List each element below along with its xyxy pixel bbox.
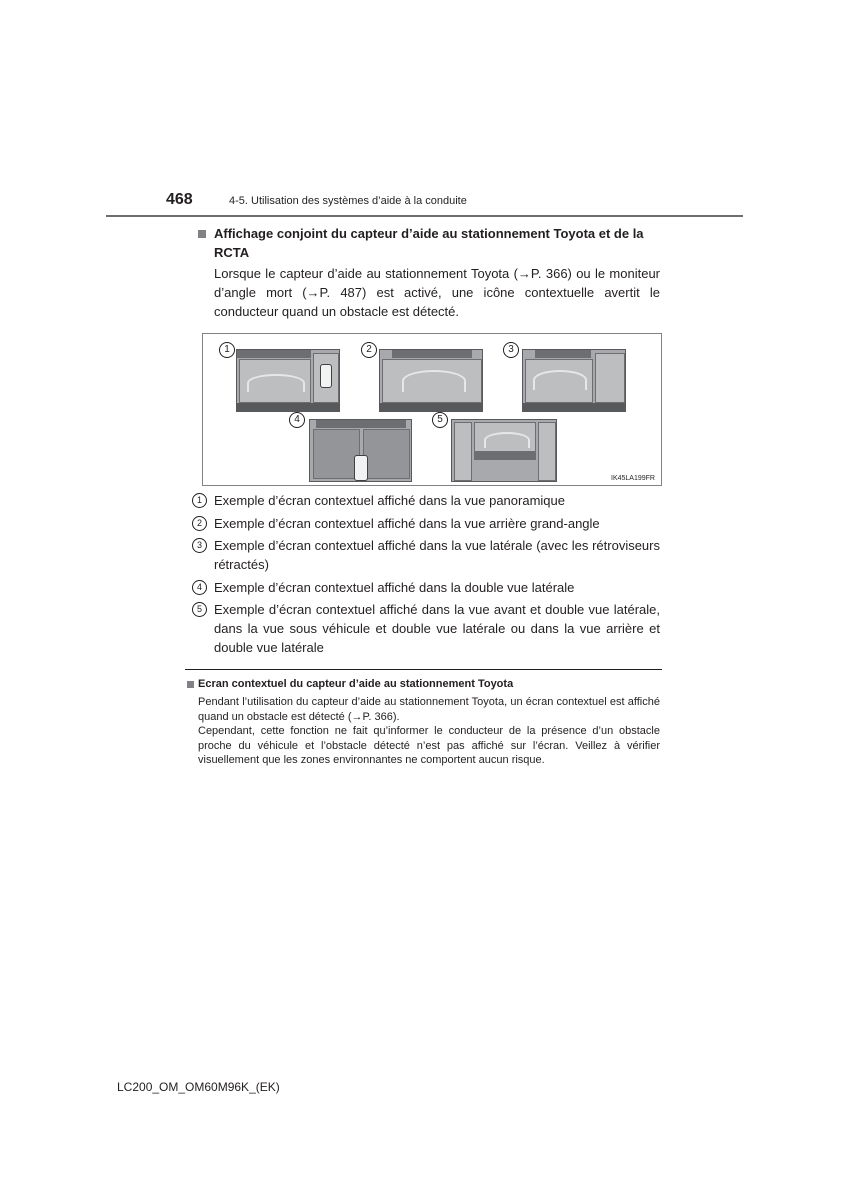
screen-panoramic-view [236,349,340,412]
heading-line-1: Affichage conjoint du capteur d’aide au stationnement Toyota et de la [214,226,644,241]
list-item [192,514,660,533]
page-number: 468 [166,191,193,208]
list-item [192,600,660,657]
figure-marker-3: 3 [503,342,519,358]
heading-bullet-icon [198,230,206,238]
heading-line-2: RCTA [214,245,250,260]
item-text: Exemple d’écran contextuel affiché dans la vue avant et double vue latérale, dans la vue sous véhicule et double vue latérale ou dans la vue arrière et double vue latérale [214,602,660,655]
screen-front-double-side-view [451,419,557,482]
screen-rear-wide-view [379,349,483,412]
item-number: 3 [192,538,207,553]
item-text: Exemple d’écran contextuel affiché dans la vue latérale (avec les rétroviseurs rétractés) [214,538,660,572]
note-heading: Ecran contextuel du capteur d’aide au stationnement Toyota [198,678,514,690]
figure-marker-4: 4 [289,412,305,428]
note-divider [185,669,662,670]
intro-paragraph: Lorsque le capteur d’aide au stationnement Toyota (→P. 366) ou le moniteur d’angle mort (→P. 487) est activé, une icône contextuelle avertit le conducteur quand un obstacle est détecté. [214,266,660,319]
item-number: 4 [192,580,207,595]
header-rule [106,215,743,217]
note-paragraph-2: Cependant, cette fonction ne fait qu’informer le conducteur de la présence d’un obstacle proche du véhicule et l’obstacle détecté n’est pas affiché sur l’écran. Veillez à vérifier visuellement que les zones environnantes ne comportent aucun risque. [198,725,660,767]
footer-document-code: LC200_OM_OM60M96K_(EK) [117,1080,280,1094]
note-paragraph-1: Pendant l’utilisation du capteur d’aide au stationnement Toyota, un écran contextuel est affiché quand un obstacle est détecté (→P. 366). [198,696,660,723]
item-number: 1 [192,493,207,508]
figure [202,333,662,486]
section-title: 4-5. Utilisation des systèmes d’aide à la conduite [229,195,467,207]
list-item [192,536,660,574]
list-item [192,491,660,510]
figure-marker-2: 2 [361,342,377,358]
item-number: 2 [192,516,207,531]
figure-code: IK45LA199FR [611,475,655,482]
screen-side-view [522,349,626,412]
figure-marker-5: 5 [432,412,448,428]
item-number: 5 [192,602,207,617]
list-item [192,578,660,597]
figure-marker-1: 1 [219,342,235,358]
item-text: Exemple d’écran contextuel affiché dans la vue panoramique [214,493,565,508]
screen-double-side-view [309,419,412,482]
item-text: Exemple d’écran contextuel affiché dans la double vue latérale [214,579,575,595]
note-body [198,695,660,768]
section-heading [214,224,660,262]
item-text: Exemple d’écran contextuel affiché dans la vue arrière grand-angle [214,515,600,531]
note-bullet-icon [187,681,194,688]
caption-list [192,491,660,661]
